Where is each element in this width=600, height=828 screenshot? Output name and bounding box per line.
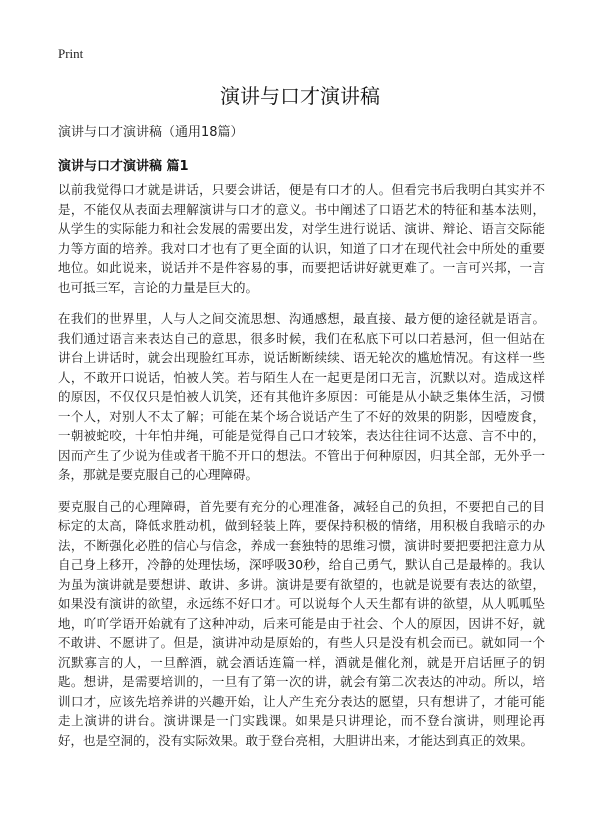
article-body <box>58 180 545 762</box>
paragraph-1: 以前我觉得口才就是讲话，只要会讲话，便是有口才的人。但看完书后我明白其实并不是，不能仅从表面去理解演讲与口才的意义。书中阐述了口语艺术的特征和基本法则，从学生的实际能力和社会发展的需要出发，对学生进行说话、演讲、辩论、语言交际能力等方面的培养。我对口才也有了更全面的认识，知道了口才在现代社会中所处的重要地位。如此说来，说话并不是件容易的事，而要把话讲好就更难了。一言可兴邦，一言也可抵三军，言论的力量是巨大的。 <box>58 182 545 295</box>
page-title: 演讲与口才演讲稿 <box>220 84 380 108</box>
paragraph-3: 要克服自己的心理障碍，首先要有充分的心理准备，减轻自己的负担，不要把自己的目标定的太高，降低求胜动机，做到轻装上阵，要保持积极的情绪，用积极自我暗示的办法，不断强化必胜的信心与信念，养成一套独特的思维习惯，演讲时要把要把注意力从自己身上移开，冷静的处理怯场，深呼吸30秒，给自己勇气，默认自己是最棒的。我认为虽为演讲就是要想讲、敢讲、多讲。演讲是要有欲望的，也就是说要有表达的欲望，如果没有演讲的欲望，永远练不好口才。可以说每个人天生都有讲的欲望，从人呱呱坠地，吖吖学语开始就有了这种冲动，后来可能是由于社会、个人的原因，因讲不好，就不敢讲、不愿讲了。但是，演讲冲动是原始的，有些人只是没有机会而已。就如同一个沉默寡言的人，一旦醉酒，就会酒话连篇一样，酒就是催化剂，就是开启话匣子的钥匙。想讲，是需要培训的，一旦有了第一次的讲，就会有第二次表达的冲动。所以，培训口才，应该先培养讲的兴趣开始，让人产生充分表达的愿望，只有想讲了，才能可能走上演讲的讲台。演讲课是一门实践课。如果是只讲理论，而不登台演讲，则理论再好，也是空洞的，没有实际效果。敢于登台亮相，大胆讲出来，才能达到真正的效果。 <box>58 498 545 748</box>
section-title: 演讲与口才演讲稿 篇1 <box>58 159 189 174</box>
paragraph-2: 在我们的世界里，人与人之间交流思想、沟通感想，最直接、最方便的途径就是语言。我们通过语言来表达自己的意思，很多时候，我们在私底下可以口若悬河，但一但站在讲台上讲话时，就会出现脸红耳赤，说话断断续续、语无轮次的尴尬情况。有这样一些人，不敢开口说话，怕被人笑。若与陌生人在一起更是闭口无言，沉默以对。造成这样的原因，不仅仅只是怕被人讥笑，还有其他许多原因：可能是从小缺乏集体生活，习惯一个人，对别人不太了解；可能在某个场合说话产生了不好的效果的阴影，因噎废食，一朝被蛇咬，十年怕井绳，可能是觉得自己口才较笨，表达往往词不达意、言不中的，因而产生了少说为佳或者干脆不开口的想法。不管出于何种原因，归其全部，无外乎一条，那就是要克服自己的心理障碍。 <box>58 311 545 482</box>
print-label[interactable]: Print <box>58 46 84 61</box>
document-subtitle: 演讲与口才演讲稿（通用18篇） <box>58 125 244 140</box>
